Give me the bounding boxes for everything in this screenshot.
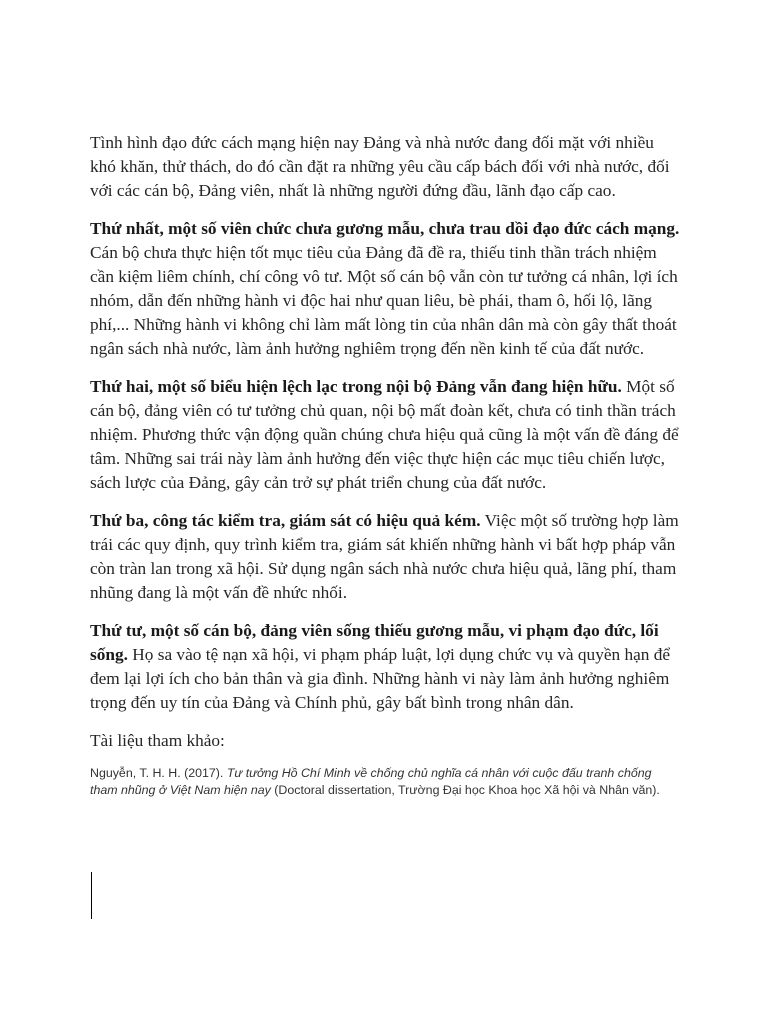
citation-title: Tư tưởng Hồ Chí Minh về chống chủ nghĩa cá nhân với cuộc đấu tranh chống tham nhũng ở Việt Nam hiện nay — [90, 766, 652, 797]
document-page — [90, 131, 680, 799]
paragraph-point-4-heading: Thứ tư, một số cán bộ, đảng viên sống thiếu gương mẫu, vi phạm đạo đức, lối sống. — [90, 621, 659, 664]
paragraph-point-1-heading: Thứ nhất, một số viên chức chưa gương mẫu, chưa trau dồi đạo đức cách mạng. — [90, 219, 680, 238]
citation-author-year: Nguyễn, T. H. H. (2017). — [90, 766, 227, 780]
paragraph-point-4 — [90, 619, 680, 715]
paragraph-point-2-heading: Thứ hai, một số biểu hiện lệch lạc trong nội bộ Đảng vẫn đang hiện hữu. — [90, 377, 622, 396]
paragraph-point-3 — [90, 509, 680, 605]
paragraph-point-1-text: Cán bộ chưa thực hiện tốt mục tiêu của Đảng đã đề ra, thiếu tinh thần trách nhiệm cần kiệm liêm chính, chí công vô tư. Một số cán bộ vẫn còn tư tưởng cá nhân, lợi ích nhóm, dẫn đến những hành vi độc hai như quan liêu, bè phái, tham ô, hối lộ, lãng phí,... Những hành vi không chỉ làm mất lòng tin của nhân dân mà còn gây thất thoát ngân sách nhà nước, làm ảnh hưởng nghiêm trọng đến nền kinh tế của đất nước. — [90, 243, 678, 358]
paragraph-intro — [90, 131, 680, 203]
paragraph-intro-text: Tình hình đạo đức cách mạng hiện nay Đảng và nhà nước đang đối mặt với nhiều khó khăn, thử thách, do đó cần đặt ra những yêu cầu cấp bách đối với nhà nước, đối với các cán bộ, Đảng viên, nhất là những người đứng đầu, lãnh đạo cấp cao. — [90, 133, 670, 200]
text-cursor[interactable] — [91, 872, 92, 919]
paragraph-point-2 — [90, 375, 680, 495]
paragraph-point-3-text: Việc một số trường hợp làm trái các quy định, quy trình kiểm tra, giám sát khiến những hành vi bất hợp pháp vẫn còn tràn lan trong xã hội. Sử dụng ngân sách nhà nước chưa hiệu quả, lãng phí, tham nhũng đang là một vấn đề nhức nhối. — [90, 511, 679, 602]
paragraph-point-4-text: Họ sa vào tệ nạn xã hội, vi phạm pháp luật, lợi dụng chức vụ và quyền hạn để đem lại lợi ích cho bản thân và gia đình. Những hành vi này làm ảnh hưởng nghiêm trọng đến uy tín của Đảng và Chính phủ, gây bất bình trong nhân dân. — [90, 645, 671, 712]
paragraph-point-3-heading: Thứ ba, công tác kiểm tra, giám sát có hiệu quả kém. — [90, 511, 481, 530]
citation-details: (Doctoral dissertation, Trường Đại học Khoa học Xã hội và Nhân văn). — [270, 783, 660, 797]
paragraph-point-2-text: Một số cán bộ, đảng viên có tư tưởng chủ quan, nội bộ mất đoàn kết, chưa có tinh thần trách nhiệm. Phương thức vận động quần chúng chưa hiệu quả cũng là một vấn đề đáng để tâm. Những sai trái này làm ảnh hưởng đến việc thực hiện các mục tiêu chiến lược, sách lược của Đảng, gây cản trở sự phát triển chung của đất nước. — [90, 377, 679, 492]
references-heading: Tài liệu tham khảo: — [90, 731, 225, 750]
reference-citation — [90, 765, 680, 799]
paragraph-point-1 — [90, 217, 680, 361]
